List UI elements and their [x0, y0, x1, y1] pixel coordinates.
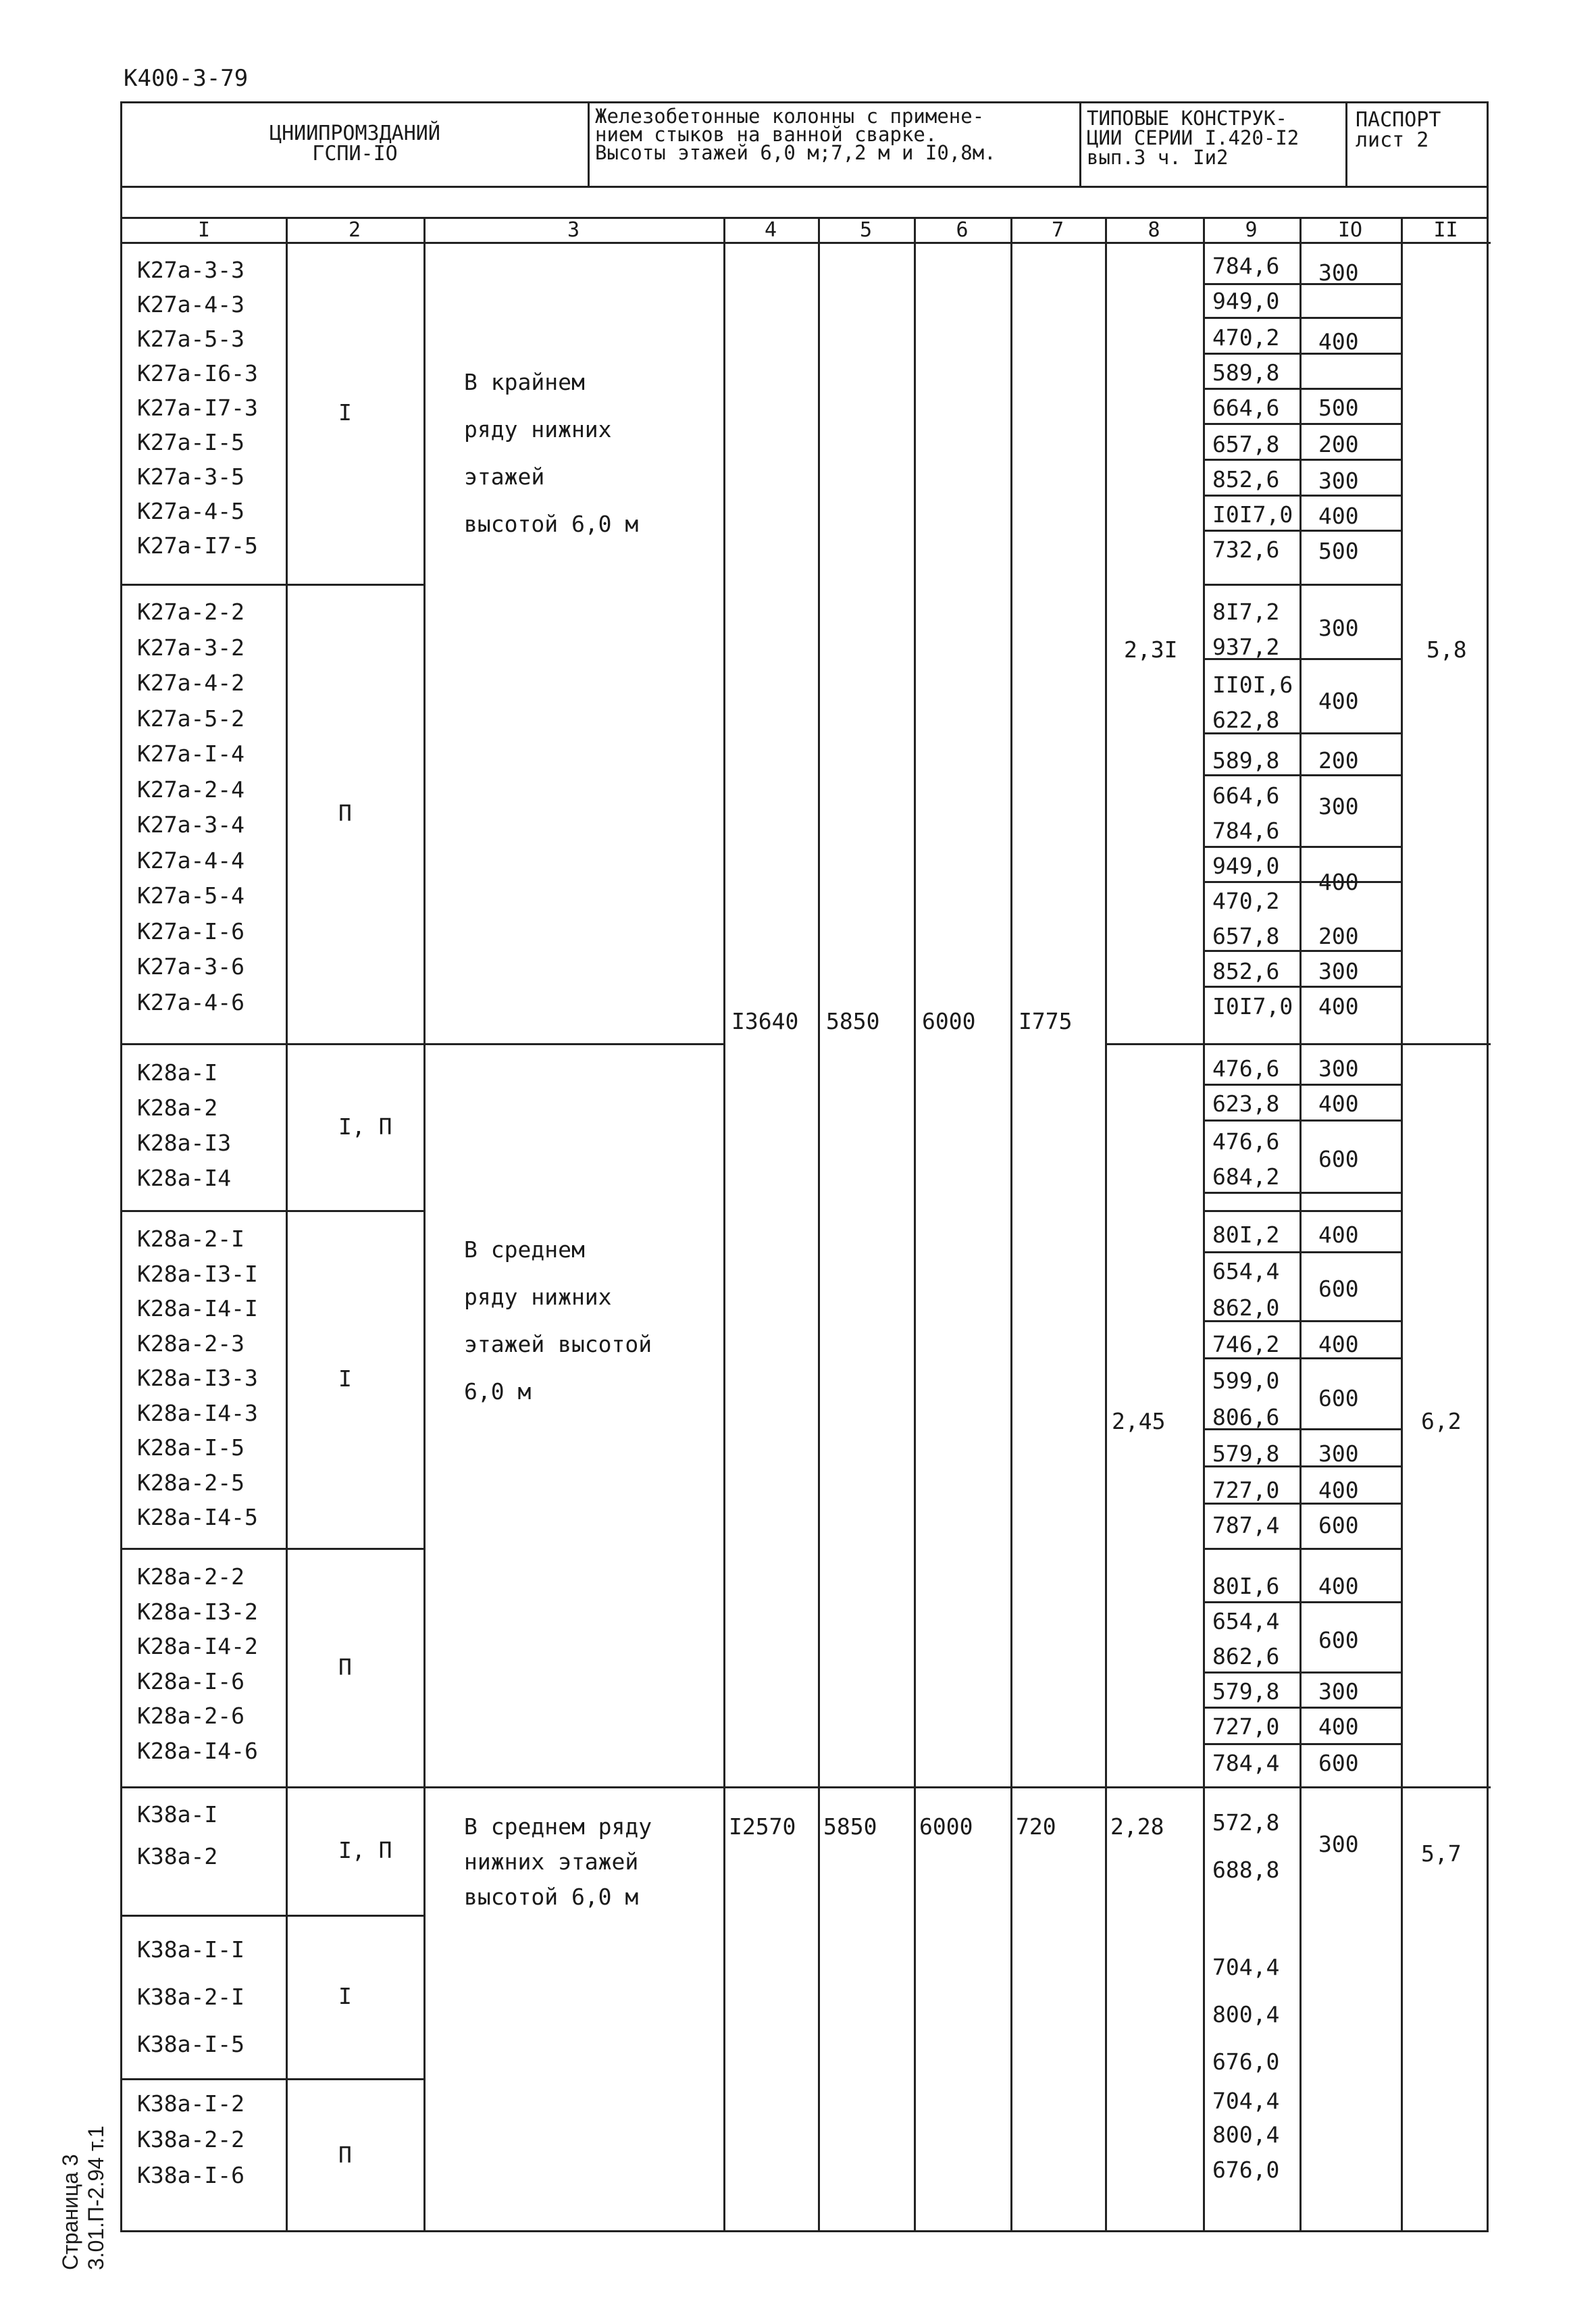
- value-row-line: [1203, 1707, 1401, 1709]
- column-mark: К27а-4-6: [137, 988, 244, 1015]
- load-value: 746,2: [1212, 1331, 1280, 1357]
- diameter-value: 400: [1318, 869, 1359, 895]
- document-code: К400-3-79: [124, 65, 249, 92]
- dimension-value: I3640: [731, 1008, 799, 1034]
- document-title-cell: [590, 103, 1081, 186]
- value-row-line: [1203, 1428, 1401, 1430]
- column-mark: К27а-I7-5: [137, 532, 258, 559]
- load-value: 654,4: [1212, 1258, 1280, 1284]
- section-separator: [1105, 1043, 1203, 1045]
- load-value: 8I7,2: [1212, 599, 1280, 625]
- column-divider: [914, 219, 916, 2232]
- diameter-value: 200: [1318, 431, 1359, 457]
- dimension-value: 5850: [826, 1008, 880, 1034]
- load-value: 470,2: [1212, 888, 1280, 914]
- value-row-line: [1203, 1357, 1401, 1359]
- column-mark: К28а-2-5: [137, 1469, 244, 1496]
- value-row-line: [1203, 732, 1401, 734]
- column-divider: [1105, 219, 1107, 2232]
- column-number: 3: [567, 218, 580, 242]
- load-value: 80I,6: [1212, 1573, 1280, 1599]
- value-row-line: [1203, 1601, 1401, 1603]
- series-line: ЦИИ СЕРИИ I.420-I2: [1087, 126, 1299, 149]
- value-row-line: [1203, 1786, 1401, 1788]
- position-description: В среднем ряду: [464, 1813, 652, 1840]
- load-value: 470,2: [1212, 324, 1280, 351]
- value-row-line: [1203, 1465, 1401, 1467]
- column-mark: К28а-2: [137, 1095, 218, 1121]
- load-value: 657,8: [1212, 923, 1280, 949]
- position-description: В среднем: [464, 1236, 585, 1263]
- column-mark: К27а-4-4: [137, 847, 244, 874]
- diameter-value: 400: [1318, 1477, 1359, 1503]
- title-line: Высоты этажей 6,0 м;7,2 м и I0,8м.: [595, 141, 996, 164]
- column-type: I: [338, 1365, 352, 1392]
- column-mark: К27а-3-6: [137, 953, 244, 980]
- load-value: 784,6: [1212, 253, 1280, 279]
- column-mark: К28а-I4-3: [137, 1399, 258, 1426]
- value-row-line: [1203, 950, 1401, 952]
- header-row-line: [122, 242, 1491, 244]
- series-line: ТИПОВЫЕ КОНСТРУК-: [1087, 107, 1287, 130]
- load-value: 476,6: [1212, 1055, 1280, 1082]
- load-value: 623,8: [1212, 1090, 1280, 1117]
- column-mark: К27а-2-4: [137, 776, 244, 803]
- column-type: I, П: [338, 1113, 392, 1140]
- value-row-line: [1203, 1084, 1401, 1086]
- passport-label: ПАСПОРТ: [1356, 108, 1441, 132]
- column-mark: К27а-5-4: [137, 882, 244, 909]
- column-mark: К27а-4-2: [137, 670, 244, 696]
- column-mark: К28а-2-3: [137, 1330, 244, 1357]
- value-row-line: [1203, 530, 1401, 532]
- header-band: [120, 188, 1489, 219]
- load-value: 806,6: [1212, 1404, 1280, 1430]
- load-value: 676,0: [1212, 2157, 1280, 2183]
- diameter-value: 400: [1318, 1222, 1359, 1248]
- column-type: I: [338, 399, 352, 426]
- load-value: I0I7,0: [1212, 501, 1293, 528]
- position-description: этажей: [464, 463, 545, 490]
- value-row-line: [1203, 495, 1401, 497]
- load-value: 572,8: [1212, 1809, 1280, 1836]
- diameter-value: 600: [1318, 1750, 1359, 1776]
- column-mark: К27а-3-4: [137, 811, 244, 838]
- column-divider: [1401, 219, 1403, 2232]
- load-value: 800,4: [1212, 2121, 1280, 2148]
- column-mark: К27а-5-3: [137, 326, 244, 352]
- load-value: 80I,2: [1212, 1222, 1280, 1248]
- diameter-value: 300: [1318, 1440, 1359, 1467]
- column-mark: К27а-4-3: [137, 291, 244, 318]
- column-mark: К28а-I4-2: [137, 1633, 258, 1659]
- passport-cell: [1347, 103, 1491, 186]
- load-value: 852,6: [1212, 466, 1280, 493]
- diameter-value: 600: [1318, 1146, 1359, 1172]
- section-separator: [423, 1786, 723, 1788]
- position-description: В крайнем: [464, 369, 585, 395]
- column-mark: К28а-I-5: [137, 1434, 244, 1461]
- load-value: 589,8: [1212, 747, 1280, 774]
- value-row-line: [1203, 1743, 1401, 1745]
- column-mark: К28а-2-6: [137, 1703, 244, 1729]
- load-value: 599,0: [1212, 1367, 1280, 1394]
- column-mark: К28а-I4-5: [137, 1504, 258, 1530]
- load-value: 787,4: [1212, 1512, 1280, 1538]
- value-row-line: [1203, 1671, 1401, 1674]
- column-type: I: [338, 1983, 352, 2009]
- position-description: высотой 6,0 м: [464, 1884, 639, 1910]
- title-line: Железобетонные колонны с примене-: [595, 105, 985, 128]
- diameter-value: 400: [1318, 1573, 1359, 1599]
- position-description: высотой 6,0 м: [464, 511, 639, 537]
- diameter-value: 300: [1318, 259, 1359, 286]
- diameter-value: 500: [1318, 395, 1359, 421]
- sheet-number: лист 2: [1356, 128, 1429, 152]
- column-mark: К38а-I: [137, 1801, 218, 1828]
- load-value: 732,6: [1212, 536, 1280, 563]
- dimension-value: I2570: [729, 1813, 796, 1840]
- column-mark: К28а-I4-I: [137, 1295, 258, 1322]
- position-description: 6,0 м: [464, 1378, 532, 1405]
- column-number: I: [197, 218, 211, 242]
- load-value: II0I,6: [1212, 672, 1293, 698]
- column-mark: К27а-3-5: [137, 463, 244, 490]
- value-row-line: [1203, 459, 1401, 461]
- value-row-line: [1203, 1210, 1401, 1212]
- column-mark: К27а-I6-3: [137, 360, 258, 386]
- diameter-value: 200: [1318, 923, 1359, 949]
- position-description: ряду нижних: [464, 416, 612, 443]
- diameter-value: 400: [1318, 1713, 1359, 1740]
- column-mark: К28а-I-6: [137, 1667, 244, 1694]
- section-separator: [1401, 1786, 1491, 1788]
- column-number: 6: [956, 218, 969, 242]
- group-separator: [122, 1786, 423, 1788]
- column-mark: К38а-I-6: [137, 2162, 244, 2188]
- value-row-line: [1203, 658, 1401, 660]
- dimension-value: 5850: [823, 1813, 877, 1840]
- load-value: 784,4: [1212, 1750, 1280, 1776]
- load-value: 688,8: [1212, 1857, 1280, 1883]
- column-divider: [818, 219, 820, 2232]
- load-value: 676,0: [1212, 2048, 1280, 2075]
- load-value: 800,4: [1212, 2001, 1280, 2028]
- load-value: 579,8: [1212, 1678, 1280, 1705]
- section-separator: [423, 1043, 723, 1045]
- column-number: 8: [1148, 218, 1160, 242]
- column-number: 5: [859, 218, 873, 242]
- dimension-value: I775: [1019, 1008, 1073, 1034]
- column-mark: К28а-I4: [137, 1165, 232, 1191]
- diameter-value: 300: [1318, 793, 1359, 820]
- load-value: 862,0: [1212, 1294, 1280, 1321]
- diameter-value: 300: [1318, 1055, 1359, 1082]
- column-mark: К27а-5-2: [137, 705, 244, 732]
- column-mark: К27а-I7-3: [137, 395, 258, 421]
- diameter-value: 400: [1318, 503, 1359, 529]
- page-number-label: Страница 3: [58, 2154, 82, 2270]
- column-mark: К28а-I3-I: [137, 1260, 258, 1287]
- column-mark: К28а-I: [137, 1059, 218, 1086]
- section-separator: [1401, 1043, 1491, 1045]
- value-row-line: [1203, 1043, 1401, 1045]
- load-value: 476,6: [1212, 1128, 1280, 1155]
- column-divider: [1010, 219, 1012, 2232]
- column-number: IO: [1337, 218, 1363, 242]
- load-value: 784,6: [1212, 818, 1280, 844]
- column-mark: К27а-I-4: [137, 740, 244, 767]
- load-value: 937,2: [1212, 634, 1280, 660]
- diameter-value: 600: [1318, 1627, 1359, 1653]
- load-value: 862,6: [1212, 1643, 1280, 1669]
- dimension-value: 2,28: [1110, 1813, 1164, 1840]
- load-value: 657,8: [1212, 431, 1280, 457]
- load-value: 654,4: [1212, 1608, 1280, 1634]
- column-number: 9: [1245, 218, 1258, 242]
- load-value: I0I7,0: [1212, 993, 1293, 1020]
- value-row-line: [1203, 774, 1401, 776]
- column-divider: [723, 219, 725, 2232]
- group-separator: [122, 1210, 423, 1212]
- value-row-line: [1203, 353, 1401, 355]
- position-description: ряду нижних: [464, 1284, 612, 1310]
- column-type: П: [338, 1653, 352, 1680]
- organization-cell: [122, 103, 590, 186]
- column-divider: [286, 219, 288, 2232]
- position-description: нижних этажей: [464, 1848, 639, 1875]
- diameter-value: 300: [1318, 615, 1359, 641]
- load-value: 589,8: [1212, 359, 1280, 386]
- diameter-value: 400: [1318, 328, 1359, 355]
- diameter-value: 200: [1318, 747, 1359, 774]
- column-number: II: [1433, 218, 1458, 242]
- weight-value: 5,8: [1426, 636, 1467, 663]
- group-separator: [122, 584, 423, 586]
- diameter-value: 400: [1318, 1090, 1359, 1117]
- diameter-value: 300: [1318, 1678, 1359, 1705]
- dimension-value: 720: [1016, 1813, 1056, 1840]
- column-mark: К38а-2: [137, 1843, 218, 1869]
- column-divider: [1299, 219, 1302, 2232]
- diameter-value: 300: [1318, 958, 1359, 984]
- column-mark: К27а-I-6: [137, 917, 244, 945]
- column-number: 2: [348, 218, 361, 242]
- column-mark: К27а-3-3: [137, 257, 244, 283]
- column-mark: К38а-I-2: [137, 2090, 244, 2117]
- value-row-line: [1203, 1192, 1401, 1194]
- column-mark: К28а-I3: [137, 1130, 232, 1156]
- column-mark: К28а-I3-2: [137, 1598, 258, 1625]
- value-row-line: [1203, 317, 1401, 319]
- load-value: 949,0: [1212, 288, 1280, 314]
- value-row-line: [1203, 881, 1401, 883]
- coefficient-value: 2,45: [1112, 1408, 1166, 1434]
- group-separator: [122, 2078, 423, 2080]
- diameter-value: 600: [1318, 1276, 1359, 1302]
- value-row-line: [1203, 1503, 1401, 1505]
- group-separator: [122, 1548, 423, 1550]
- series-cell: [1081, 103, 1347, 186]
- column-type: I, П: [338, 1837, 392, 1863]
- column-mark: К28а-2-I: [137, 1226, 244, 1252]
- coefficient-value: 2,3I: [1124, 636, 1178, 663]
- column-mark: К38а-I-5: [137, 2031, 244, 2057]
- group-separator: [122, 1043, 423, 1045]
- position-description: этажей высотой: [464, 1331, 652, 1357]
- value-row-line: [1203, 1320, 1401, 1322]
- column-mark: К38а-I-I: [137, 1936, 244, 1963]
- value-row-line: [1203, 283, 1401, 285]
- load-value: 727,0: [1212, 1713, 1280, 1740]
- column-number: 7: [1051, 218, 1064, 242]
- title-line: нием стыков на ванной сварке.: [595, 123, 937, 146]
- load-value: 852,6: [1212, 958, 1280, 984]
- column-type: П: [338, 2142, 352, 2168]
- load-value: 664,6: [1212, 395, 1280, 421]
- column-mark: К28а-I4-6: [137, 1737, 258, 1764]
- column-mark: К38а-2-2: [137, 2126, 244, 2153]
- weight-value: 6,2: [1421, 1408, 1462, 1434]
- load-value: 684,2: [1212, 1163, 1280, 1190]
- dimension-value: 6000: [922, 1008, 976, 1034]
- value-row-line: [1203, 423, 1401, 425]
- value-row-line: [1203, 1548, 1401, 1550]
- load-value: 622,8: [1212, 707, 1280, 733]
- column-mark: К27а-I-5: [137, 429, 244, 455]
- value-row-line: [1203, 846, 1401, 848]
- document-reference: 3.01.П-2.94 т.1: [84, 2126, 108, 2270]
- value-row-line: [1203, 1120, 1401, 1122]
- load-value: 664,6: [1212, 782, 1280, 809]
- column-mark: К27а-4-5: [137, 498, 244, 524]
- series-line: вып.3 ч. Iи2: [1087, 146, 1229, 169]
- column-mark: К28а-2-2: [137, 1563, 244, 1590]
- load-value: 949,0: [1212, 853, 1280, 879]
- column-mark: К27а-3-2: [137, 634, 244, 661]
- diameter-value: 300: [1318, 1831, 1359, 1857]
- column-mark: К28а-I3-3: [137, 1365, 258, 1391]
- load-value: 579,8: [1212, 1440, 1280, 1467]
- value-row-line: [1203, 388, 1401, 390]
- load-value: 704,4: [1212, 1954, 1280, 1980]
- data-table: [120, 219, 1489, 2232]
- organization-division: ГСПИ-IO: [312, 142, 398, 166]
- group-separator: [122, 1915, 423, 1917]
- value-row-line: [1203, 1251, 1401, 1253]
- value-row-line: [1203, 584, 1401, 586]
- column-mark: К27а-2-2: [137, 599, 244, 625]
- column-divider: [1203, 219, 1205, 2232]
- diameter-value: 400: [1318, 688, 1359, 714]
- column-type: П: [338, 800, 352, 826]
- column-mark: К38а-2-I: [137, 1984, 244, 2010]
- column-divider: [423, 219, 426, 2232]
- diameter-value: 600: [1318, 1512, 1359, 1538]
- diameter-value: 400: [1318, 1331, 1359, 1357]
- dimension-value: 6000: [919, 1813, 973, 1840]
- title-block: [120, 101, 1489, 188]
- organization-name: ЦНИИПРОМЗДАНИЙ: [269, 122, 440, 145]
- diameter-value: 400: [1318, 993, 1359, 1020]
- load-value: 704,4: [1212, 2088, 1280, 2114]
- diameter-value: 500: [1318, 538, 1359, 564]
- diameter-value: 600: [1318, 1385, 1359, 1411]
- weight-value: 5,7: [1421, 1840, 1462, 1867]
- value-row-line: [1203, 986, 1401, 988]
- column-number: 4: [764, 218, 777, 242]
- diameter-value: 300: [1318, 468, 1359, 494]
- load-value: 727,0: [1212, 1477, 1280, 1503]
- margin-stamp: [57, 2126, 109, 2270]
